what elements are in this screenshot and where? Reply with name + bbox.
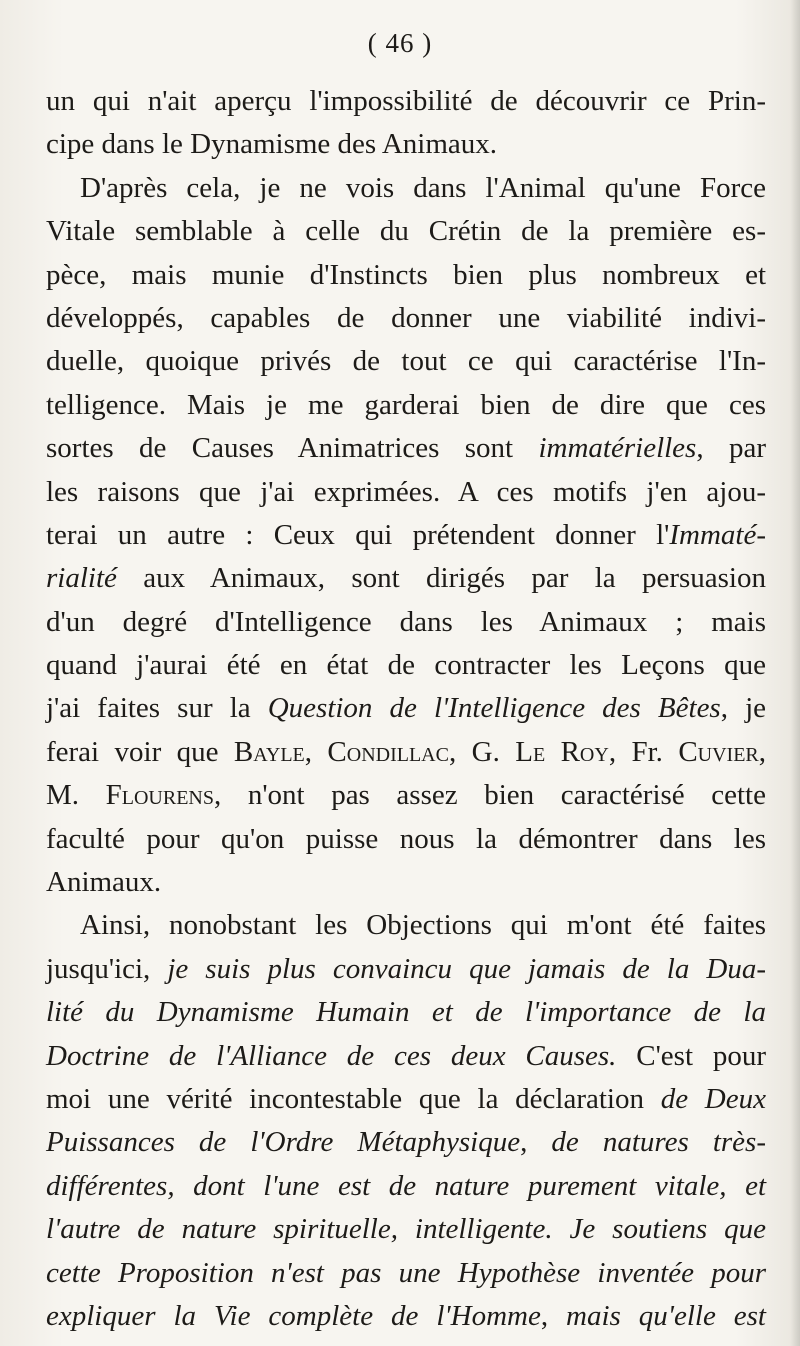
text-run: j'ai faites sur la (46, 692, 268, 725)
italic-text: immatérielles (538, 432, 697, 465)
italic-text: de Deux (660, 1082, 766, 1115)
italic-text: je suis plus convaincu que jamais de la Dua- (167, 952, 766, 985)
page-edge-shadow (790, 0, 800, 1346)
text-run: Ainsi, nonobstant les Objections qui m'ont été faites (80, 909, 766, 942)
italic-text: rialité (46, 562, 117, 595)
italic-text: expliquer la Vie complète de l'Homme (46, 1299, 541, 1332)
text-line (46, 1035, 766, 1078)
italic-text: Puissances de l'Ordre Métaphysique (46, 1126, 521, 1159)
text-run: un qui n'ait aperçu l'impossibilité de découvrir ce Prin- (46, 85, 766, 117)
text-run: , (520, 1126, 552, 1159)
text-line (46, 254, 766, 297)
text-line (46, 340, 766, 383)
text-run: pèce, mais munie d'Instincts bien plus nombreux et (46, 258, 766, 291)
text-run: , je (720, 692, 766, 725)
page-number: ( 46 ) (367, 28, 433, 58)
small-caps-text: Cuvier (678, 735, 759, 768)
italic-text: cette Proposition n'est pas une Hypothèse inventée pour (46, 1256, 766, 1289)
text-line (46, 818, 766, 861)
text-run: terai un autre : Ceux qui prétendent donner l' (46, 518, 670, 551)
text-line (46, 731, 766, 774)
body-text (46, 80, 766, 1338)
small-caps-text: Condillac (327, 735, 449, 768)
text-line (46, 1121, 766, 1164)
text-run: duelle, quoique privés de tout ce qui caractérise l'In- (46, 345, 766, 378)
text-run: M. (46, 779, 106, 812)
text-line (46, 1165, 766, 1208)
text-line (46, 427, 766, 470)
text-run: , (540, 1299, 567, 1332)
italic-text: Doctrine de l'Alliance de ces deux Causes. (46, 1039, 617, 1072)
text-run: les raisons que j'ai exprimées. A ces motifs j'en ajou- (46, 475, 766, 508)
text-run: moi une vérité incontestable que la déclaration (46, 1082, 661, 1115)
italic-text: de natures très- (551, 1126, 766, 1159)
text-line (46, 167, 766, 210)
text-run: quand j'aurai été en état de contracter les Leçons que (46, 649, 766, 682)
text-line (46, 991, 766, 1034)
small-caps-text: Bayle (233, 735, 305, 768)
text-run: d'un degré d'Intelligence dans les Animaux ; mais (46, 605, 766, 638)
text-line (46, 123, 766, 166)
text-run: Vitale semblable à celle du Crétin de la première es- (46, 215, 766, 248)
italic-text: lité du Dynamisme Humain et de l'importance de la (46, 996, 766, 1029)
text-run: cipe dans le Dynamisme des Animaux. (46, 128, 498, 161)
text-line (46, 557, 766, 600)
text-line (46, 80, 766, 123)
text-line (46, 514, 766, 557)
text-run: , par (696, 432, 766, 465)
text-line (46, 948, 766, 991)
text-line (46, 601, 766, 644)
text-run: aux Animaux, sont dirigés par la persuasion (116, 562, 766, 595)
text-line (46, 297, 766, 340)
italic-text: l'autre de nature spirituelle, intelligente. Je soutiens que (46, 1213, 766, 1246)
italic-text: mais qu'elle est (566, 1299, 766, 1332)
text-line (46, 644, 766, 687)
small-caps-text: Flourens (105, 779, 214, 812)
text-line (46, 687, 766, 730)
text-line (46, 1252, 766, 1295)
text-line (46, 1208, 766, 1251)
text-run: D'après cela, je ne vois dans l'Animal qu'une Force (80, 171, 766, 204)
text-line (46, 1295, 766, 1338)
text-line (46, 861, 766, 904)
text-run: sortes de Causes Animatrices sont (46, 432, 539, 465)
text-run: développés, capables de donner une viabilité indivi- (46, 301, 766, 334)
text-line (46, 774, 766, 817)
text-run: ferai voir que (46, 735, 234, 768)
text-line (46, 210, 766, 253)
text-line (46, 1078, 766, 1121)
text-run: , n'ont pas assez bien caractérisé cette (213, 779, 766, 812)
text-line (46, 471, 766, 514)
text-run: , Fr. (608, 735, 679, 768)
small-caps-text: Le Roy (515, 735, 609, 768)
text-run: C'est pour (616, 1039, 766, 1072)
text-run: Animaux. (46, 866, 162, 899)
text-run: , (758, 735, 767, 768)
text-line (46, 904, 766, 947)
text-run: faculté pour qu'on puisse nous la démontrer dans les (46, 822, 766, 855)
text-run: jusqu'ici, (46, 952, 168, 985)
italic-text: Question de l'Intelligence des Bêtes (267, 692, 721, 725)
text-run: telligence. Mais je me garderai bien de dire que ces (46, 388, 766, 421)
text-run: , G. (448, 735, 516, 768)
italic-text: différentes, dont l'une est de nature purement vitale, et (46, 1169, 766, 1202)
text-line (46, 384, 766, 427)
text-run: , (304, 735, 328, 768)
italic-text: Immaté- (669, 518, 766, 551)
